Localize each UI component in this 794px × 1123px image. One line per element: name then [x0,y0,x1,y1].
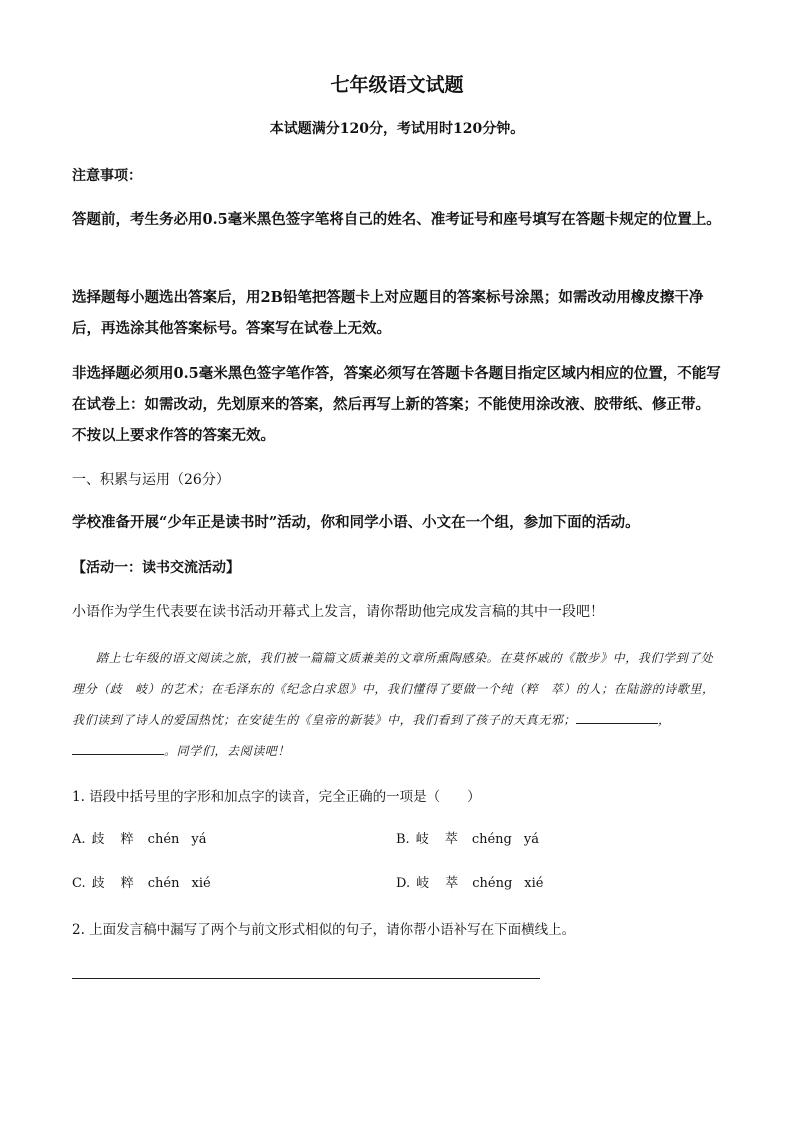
option-pinyin-1: chén [147,832,180,847]
activity-prompt: 小语作为学生代表要在读书活动开幕式上发言，请你帮助他完成发言稿的其中一段吧！ [72,604,604,620]
answer-blank-1[interactable] [576,709,658,724]
passage-ending: 。同学们，去阅读吧！ [164,744,291,758]
option-pinyin-1: chéng [471,832,512,847]
section-intro: 学校准备开展“少年正是读书时”活动，你和同学小语、小文在一个组，参加下面的活动。 [72,514,640,531]
notice-item-2: 选择题每小题选出答案后，用2B铅笔把答题卡上对应题目的答案标号涂黑；如需改动用橡皮擦干净后，再选涂其他答案标号。答案写在试卷上无效。 [72,289,704,337]
section-heading: 一、积累与运用（26分） [72,472,230,488]
option-chars: 岐 萃 [416,876,465,891]
answer-line[interactable] [72,978,540,979]
option-pinyin-2: yá [523,832,539,847]
option-letter: A. [72,832,86,847]
option-pinyin-2: xié [191,876,211,891]
option-letter: C. [72,876,86,891]
question-1-option-a[interactable] [72,830,207,850]
exam-subtitle: 本试题满分120分，考试用时120分钟。 [269,121,525,137]
question-1-option-d[interactable] [396,874,543,894]
question-1-option-c[interactable] [72,874,211,894]
option-pinyin-2: xié [524,876,544,891]
question-2-stem: 2. 上面发言稿中漏写了两个与前文形式相似的句子，请你帮小语补写在下面横线上。 [72,922,576,938]
question-1-option-b[interactable] [396,830,539,850]
option-chars: 岐 萃 [415,832,464,847]
activity-title: 【活动一：读书交流活动】 [72,560,240,576]
option-pinyin-1: chéng [472,876,513,891]
notice-item-1: 答题前，考生务必用0.5毫米黑色签字笔将自己的姓名、准考证号和座号填写在答题卡规定的位置上。 [72,211,721,228]
answer-blank-2[interactable] [72,740,164,755]
question-1-stem: 1. 语段中括号里的字形和加点字的读音，完全正确的一项是（ ） [72,789,481,805]
passage [72,643,722,767]
option-chars: 歧 粹 [91,876,140,891]
option-chars: 歧 粹 [91,832,140,847]
page-title: 七年级语文试题 [330,74,464,96]
option-letter: B. [396,832,410,847]
passage-text: 踏上七年级的语文阅读之旅，我们被一篇篇文质兼美的文章所熏陶感染。在莫怀戚的《散步》中，我们学到了处理分（歧 岐）的艺术；在毛泽东的《纪念白求恩》中，我们懂得了要做一个纯（粹 萃）的人；在陆游的诗歌里，我们读到了诗人的爱国热忱；在安徒生的《皇帝的新装》中，我们看到了孩子的天真无邪； [72,651,715,727]
passage-separator: ， [658,713,671,727]
option-pinyin-1: chén [147,876,180,891]
notice-item-3: 非选择题必须用0.5毫米黑色签字笔作答，答案必须写在答题卡各题目指定区域内相应的位置，不能写在试卷上：如需改动，先划原来的答案，然后再写上新的答案；不能使用涂改液、胶带纸、修正带。不按以上要求作答的答案无效。 [72,365,721,444]
notice-heading: 注意事项： [72,168,142,184]
option-letter: D. [396,876,411,891]
option-pinyin-2: yá [191,832,207,847]
